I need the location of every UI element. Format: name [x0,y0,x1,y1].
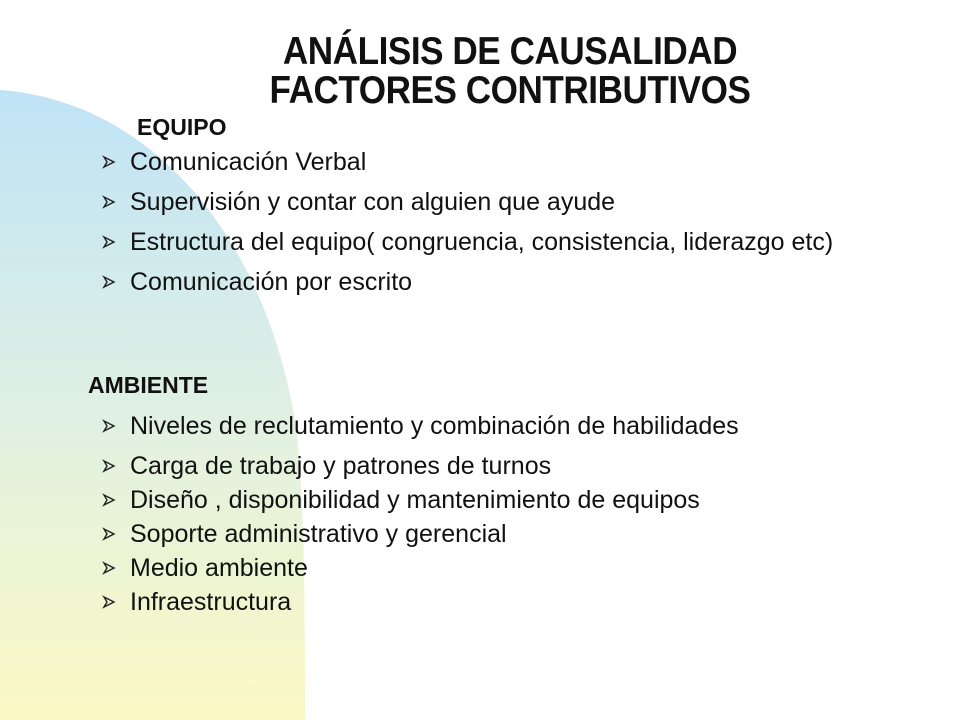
arrow-bullet-icon [102,235,116,249]
list-item [100,555,890,581]
arrow-bullet-icon [102,155,116,169]
list-item-text: Diseño , disponibilidad y mantenimiento de equipos [130,486,700,514]
arrow-bullet-icon [102,595,116,609]
list-item [100,453,890,479]
arrow-bullet-icon [102,527,116,541]
arrow-bullet-icon [102,195,116,209]
list-item-text: Comunicación por escrito [130,268,413,296]
list-item-text: Comunicación Verbal [130,148,367,176]
ambiente-list [100,413,890,615]
equipo-list [100,149,890,295]
list-item-text: Medio ambiente [130,554,308,582]
list-item [100,149,890,175]
title-line-2: FACTORES CONTRIBUTIVOS [269,69,751,112]
list-item [100,589,890,615]
list-item-text: Infraestructura [130,588,292,616]
list-item-text: Supervisión y contar con alguien que ayude [130,188,616,216]
ambiente-heading: AMBIENTE [88,372,209,398]
arrow-bullet-icon [102,459,116,473]
slide-title [213,32,807,110]
arrow-bullet-icon [102,561,116,575]
arrow-bullet-icon [102,493,116,507]
list-item [100,413,790,439]
arrow-bullet-icon [102,419,116,433]
list-item-text: Soporte administrativo y gerencial [130,520,507,548]
equipo-heading: EQUIPO [137,114,227,140]
list-item-text: Niveles de reclutamiento y combinación de habilidades [130,412,739,440]
list-item [100,189,890,215]
list-item-text: Estructura del equipo( congruencia, consistencia, liderazgo etc) [130,228,834,256]
arrow-bullet-icon [102,275,116,289]
list-item [100,521,890,547]
list-item-text: Carga de trabajo y patrones de turnos [130,452,552,480]
title-line-1: ANÁLISIS DE CAUSALIDAD [282,30,738,73]
list-item [100,487,890,513]
list-item [100,229,850,255]
list-item [100,269,890,295]
